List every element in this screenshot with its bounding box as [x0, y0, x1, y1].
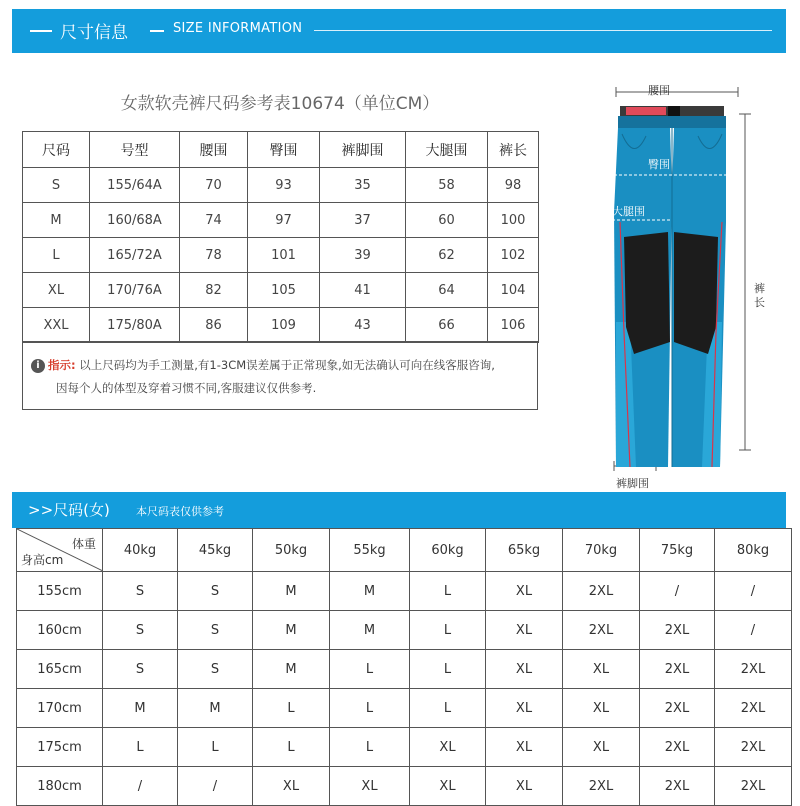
size-cell: XXL [23, 308, 90, 343]
measurement-note [22, 341, 538, 410]
recommended-size-cell: M [178, 689, 253, 728]
recommended-size-cell: 2XL [715, 767, 792, 806]
note-line-1: 以上尺码均为手工测量,有1-3CM误差属于正常现象,如无法确认可向在线客服咨询, [79, 358, 495, 372]
height-label-cell: 180cm [17, 767, 103, 806]
label-waist: 腰围 [648, 84, 670, 97]
size-cell: 60 [406, 203, 488, 238]
recommended-size-cell: / [715, 611, 792, 650]
recommended-size-cell: M [103, 689, 178, 728]
recommended-size-cell: S [178, 611, 253, 650]
recommended-size-cell: XL [486, 767, 563, 806]
recommended-size-cell: L [253, 689, 330, 728]
pants-diagram [590, 72, 790, 492]
size-cell: XL [23, 273, 90, 308]
recommended-size-cell: 2XL [715, 728, 792, 767]
recommended-size-cell: L [330, 728, 410, 767]
size-cell: 37 [320, 203, 406, 238]
recommended-size-cell: L [330, 650, 410, 689]
size-row [23, 168, 539, 203]
recommended-size-cell: M [330, 572, 410, 611]
recommended-size-cell: XL [486, 689, 563, 728]
header-cell: 裤脚围 [320, 132, 406, 168]
weight-header-cell: 45kg [178, 529, 253, 572]
recommended-size-cell: / [640, 572, 715, 611]
size-cell: 41 [320, 273, 406, 308]
size-info-banner [12, 9, 786, 53]
recommended-size-cell: L [253, 728, 330, 767]
recommended-size-cell: L [410, 611, 486, 650]
recommended-size-cell: 2XL [715, 689, 792, 728]
recommended-size-cell: S [178, 572, 253, 611]
size-row [23, 308, 539, 343]
size-cell: 58 [406, 168, 488, 203]
height-label-cell: 165cm [17, 650, 103, 689]
height-label-cell: 160cm [17, 611, 103, 650]
recommended-size-cell: / [103, 767, 178, 806]
recommended-size-cell: / [715, 572, 792, 611]
recommended-size-cell: XL [486, 572, 563, 611]
recommended-size-cell: 2XL [563, 572, 640, 611]
recommended-size-cell: XL [253, 767, 330, 806]
recommended-size-cell: XL [486, 650, 563, 689]
recommended-size-cell: 2XL [640, 650, 715, 689]
recommended-size-cell: L [330, 689, 410, 728]
weight-header-cell: 60kg [410, 529, 486, 572]
note-label: 指示: [48, 358, 76, 372]
recommended-size-cell: 2XL [640, 728, 715, 767]
weight-header-cell: 75kg [640, 529, 715, 572]
recommended-size-cell: XL [330, 767, 410, 806]
weight-header-cell: 50kg [253, 529, 330, 572]
label-length: 裤长 [754, 282, 765, 309]
size-cell: M [23, 203, 90, 238]
label-thigh: 大腿围 [612, 205, 645, 218]
size-cell: 86 [180, 308, 248, 343]
size-cell: 78 [180, 238, 248, 273]
recommended-size-cell: XL [563, 650, 640, 689]
size-cell: 165/72A [90, 238, 180, 273]
size-cell: 39 [320, 238, 406, 273]
recommended-size-cell: 2XL [715, 650, 792, 689]
size-cell: L [23, 238, 90, 273]
banner-title-zh: 尺寸信息 [60, 23, 128, 43]
recommended-size-cell: XL [486, 728, 563, 767]
size-cell: 98 [488, 168, 539, 203]
note-line-2: 因每个人的体型及穿着习惯不同,客服建议仅供参考. [56, 381, 317, 395]
weight-header-row [17, 529, 792, 572]
weight-header-cell: 55kg [330, 529, 410, 572]
height-row [17, 572, 792, 611]
size-cell: 155/64A [90, 168, 180, 203]
banner-dash-left [30, 30, 52, 32]
weight-chart-header [12, 492, 786, 528]
header-cell: 裤长 [488, 132, 539, 168]
recommended-size-cell: XL [410, 728, 486, 767]
recommended-size-cell: XL [486, 611, 563, 650]
label-hip: 臀围 [648, 158, 670, 171]
recommended-size-cell: XL [563, 728, 640, 767]
size-cell: 35 [320, 168, 406, 203]
height-label-cell: 155cm [17, 572, 103, 611]
size-cell: 93 [248, 168, 320, 203]
height-row [17, 689, 792, 728]
weight-header-cell: 65kg [486, 529, 563, 572]
weight-header-cell: 80kg [715, 529, 792, 572]
size-cell: 82 [180, 273, 248, 308]
height-label-cell: 170cm [17, 689, 103, 728]
size-cell: 74 [180, 203, 248, 238]
recommended-size-cell: L [178, 728, 253, 767]
recommended-size-cell: 2XL [640, 689, 715, 728]
size-row [23, 203, 539, 238]
weight-header-cell: 70kg [563, 529, 640, 572]
size-cell: 170/76A [90, 273, 180, 308]
header-cell: 大腿围 [406, 132, 488, 168]
recommended-size-cell: M [253, 650, 330, 689]
size-cell: 97 [248, 203, 320, 238]
weight-chart-title: >>尺码(女) [28, 501, 110, 519]
height-row [17, 650, 792, 689]
recommended-size-cell: S [103, 572, 178, 611]
banner-title-en: SIZE INFORMATION [173, 21, 303, 36]
recommended-size-cell: M [253, 611, 330, 650]
size-cell: 104 [488, 273, 539, 308]
recommended-size-cell: / [178, 767, 253, 806]
recommended-size-cell: S [103, 611, 178, 650]
size-cell: 64 [406, 273, 488, 308]
weight-height-table [16, 528, 792, 806]
recommended-size-cell: M [253, 572, 330, 611]
recommended-size-cell: XL [563, 689, 640, 728]
recommended-size-cell: 2XL [640, 611, 715, 650]
size-cell: 70 [180, 168, 248, 203]
recommended-size-cell: S [103, 650, 178, 689]
size-cell: 109 [248, 308, 320, 343]
corner-cell [17, 529, 103, 572]
size-table-header-row [23, 132, 539, 168]
corner-height-label: 身高cm [21, 553, 64, 567]
size-cell: 102 [488, 238, 539, 273]
size-row [23, 273, 539, 308]
recommended-size-cell: M [330, 611, 410, 650]
recommended-size-cell: 2XL [563, 767, 640, 806]
size-cell: 100 [488, 203, 539, 238]
header-cell: 臀围 [248, 132, 320, 168]
header-cell: 尺码 [23, 132, 90, 168]
size-table [22, 131, 538, 343]
recommended-size-cell: L [410, 689, 486, 728]
weight-header-cell: 40kg [103, 529, 178, 572]
recommended-size-cell: XL [410, 767, 486, 806]
height-label-cell: 175cm [17, 728, 103, 767]
header-cell: 号型 [90, 132, 180, 168]
size-cell: 105 [248, 273, 320, 308]
size-cell: 66 [406, 308, 488, 343]
header-cell: 腰围 [180, 132, 248, 168]
recommended-size-cell: L [103, 728, 178, 767]
size-cell: S [23, 168, 90, 203]
corner-weight-label: 体重 [71, 537, 96, 551]
size-cell: 106 [488, 308, 539, 343]
recommended-size-cell: 2XL [640, 767, 715, 806]
weight-chart-subtitle: 本尺码表仅供参考 [136, 505, 224, 518]
size-cell: 101 [248, 238, 320, 273]
banner-dash-mid [150, 30, 164, 32]
size-cell: 43 [320, 308, 406, 343]
recommended-size-cell: L [410, 650, 486, 689]
height-row [17, 728, 792, 767]
size-cell: 160/68A [90, 203, 180, 238]
banner-rule [314, 30, 772, 31]
recommended-size-cell: 2XL [563, 611, 640, 650]
size-cell: 175/80A [90, 308, 180, 343]
recommended-size-cell: L [410, 572, 486, 611]
size-cell: 62 [406, 238, 488, 273]
info-icon: i [31, 359, 45, 373]
height-row [17, 611, 792, 650]
label-hem: 裤脚围 [616, 477, 649, 490]
recommended-size-cell: S [178, 650, 253, 689]
size-row [23, 238, 539, 273]
size-table-title: 女款软壳裤尺码参考表10674（单位CM） [120, 94, 440, 114]
